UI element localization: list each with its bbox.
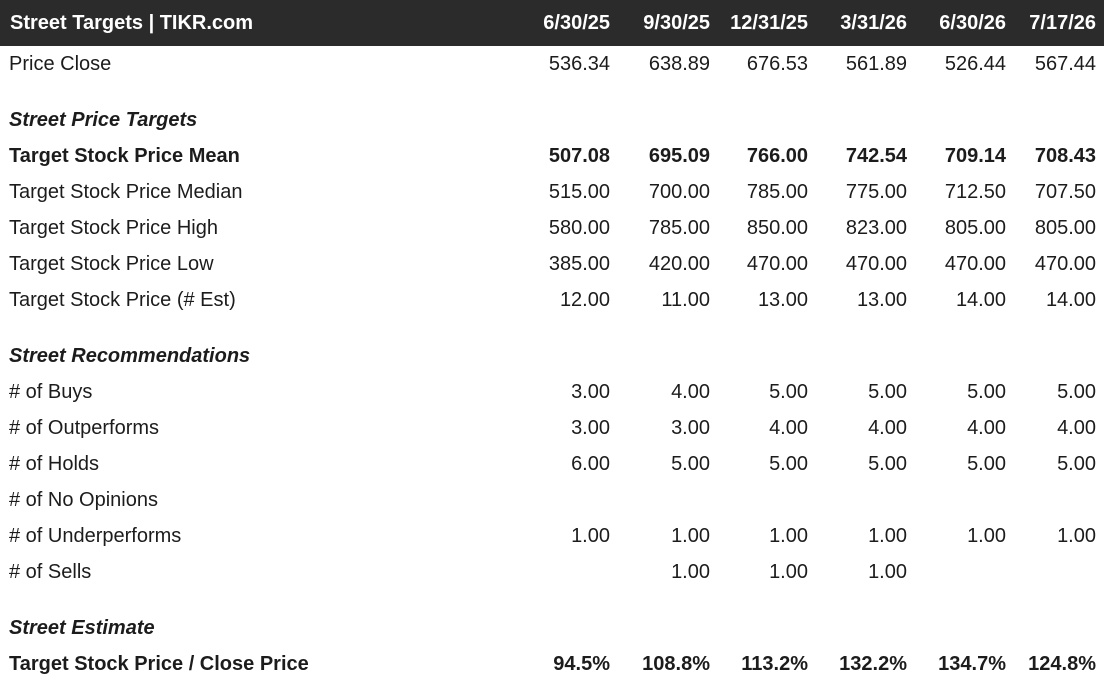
- table-cell: 1.00: [868, 525, 907, 547]
- table-cell: 5.00: [868, 381, 907, 403]
- table-cell: 6.00: [571, 453, 610, 475]
- row-target-median: [0, 174, 1104, 210]
- row-sells: [0, 554, 1104, 590]
- column-header: 7/17/26: [1029, 12, 1096, 34]
- table-cell: 638.89: [648, 53, 710, 75]
- table-cell: 526.44: [944, 53, 1006, 75]
- row-label: # of Holds: [9, 453, 100, 475]
- table-cell: 536.34: [548, 53, 610, 75]
- table-cell: 1.00: [868, 561, 907, 583]
- table-cell: 470.00: [746, 253, 808, 275]
- table-cell: 5.00: [1057, 381, 1096, 403]
- table-cell: 515.00: [548, 181, 610, 203]
- row-label: Target Stock Price High: [9, 217, 218, 239]
- row-spacer: [0, 82, 1104, 102]
- row-label: Target Stock Price Low: [9, 253, 214, 275]
- section-heading-recommendations: [0, 338, 1104, 374]
- section-heading-price-targets: [0, 102, 1104, 138]
- table-cell: 108.8%: [642, 653, 710, 675]
- table-cell: 580.00: [548, 217, 610, 239]
- table-cell: 470.00: [845, 253, 907, 275]
- table-cell: 94.5%: [553, 653, 610, 675]
- table-cell: 700.00: [648, 181, 710, 203]
- table-cell: 707.50: [1034, 181, 1096, 203]
- table-cell: 676.53: [746, 53, 808, 75]
- table-cell: 385.00: [548, 253, 610, 275]
- table-cell: 4.00: [1057, 417, 1096, 439]
- table-cell: 5.00: [671, 453, 710, 475]
- table-cell: 775.00: [845, 181, 907, 203]
- table-cell: 13.00: [757, 289, 808, 311]
- table-cell: 785.00: [648, 217, 710, 239]
- table-cell: 507.08: [548, 145, 610, 167]
- table-cell: 708.43: [1034, 145, 1096, 167]
- table-cell: 567.44: [1034, 53, 1096, 75]
- table-cell: 470.00: [944, 253, 1006, 275]
- row-target-est: [0, 282, 1104, 318]
- table-cell: 805.00: [944, 217, 1006, 239]
- table-cell: 4.00: [868, 417, 907, 439]
- column-header: 9/30/25: [643, 12, 710, 34]
- row-target-low: [0, 246, 1104, 282]
- table-cell: 3.00: [571, 381, 610, 403]
- table-cell: 470.00: [1034, 253, 1096, 275]
- row-label: Price Close: [9, 53, 112, 75]
- table-cell: 850.00: [746, 217, 808, 239]
- row-label: # of Outperforms: [9, 417, 160, 439]
- table-cell: 785.00: [746, 181, 808, 203]
- table-cell: 5.00: [769, 381, 808, 403]
- table-cell: 823.00: [845, 217, 907, 239]
- row-holds: [0, 446, 1104, 482]
- table-cell: 14.00: [1045, 289, 1096, 311]
- section-heading-estimate: [0, 610, 1104, 646]
- table-cell: 14.00: [955, 289, 1006, 311]
- row-target-mean: [0, 138, 1104, 174]
- table-cell: 12.00: [559, 289, 610, 311]
- table-cell: 5.00: [769, 453, 808, 475]
- table-cell: 1.00: [671, 525, 710, 547]
- table-cell: 4.00: [671, 381, 710, 403]
- table-cell: 124.8%: [1028, 653, 1096, 675]
- table-cell: 132.2%: [839, 653, 907, 675]
- column-header: 6/30/25: [543, 12, 610, 34]
- table-cell: 561.89: [845, 53, 907, 75]
- row-price-close: [0, 46, 1104, 82]
- table-cell: 11.00: [661, 289, 710, 311]
- table-cell: 695.09: [648, 145, 710, 167]
- row-target-high: [0, 210, 1104, 246]
- table-title: Street Targets | TIKR.com: [10, 12, 254, 34]
- row-spacer: [0, 318, 1104, 338]
- row-outperforms: [0, 410, 1104, 446]
- column-header: 6/30/26: [939, 12, 1006, 34]
- table-cell: 134.7%: [938, 653, 1006, 675]
- table-cell: 5.00: [967, 381, 1006, 403]
- row-label: Target Stock Price (# Est): [9, 289, 236, 311]
- row-no-opinions: [0, 482, 1104, 518]
- table-cell: 5.00: [967, 453, 1006, 475]
- table-cell: 113.2%: [741, 653, 808, 675]
- row-label: # of Underperforms: [9, 525, 182, 547]
- row-label: # of Sells: [9, 561, 92, 583]
- table-cell: 5.00: [868, 453, 907, 475]
- row-target-close-ratio: [0, 646, 1104, 682]
- table-cell: 1.00: [571, 525, 610, 547]
- table-cell: 3.00: [671, 417, 710, 439]
- table-cell: 1.00: [769, 561, 808, 583]
- table-cell: 3.00: [571, 417, 610, 439]
- row-label: Target Stock Price Median: [9, 181, 243, 203]
- table-cell: 742.54: [845, 145, 907, 167]
- table-cell: 4.00: [769, 417, 808, 439]
- table-cell: 766.00: [746, 145, 808, 167]
- column-header: 3/31/26: [840, 12, 907, 34]
- row-spacer: [0, 590, 1104, 610]
- table-header: [0, 0, 1104, 46]
- row-label: Target Stock Price Mean: [9, 145, 240, 167]
- section-title: Street Price Targets: [9, 109, 198, 131]
- row-label: Target Stock Price / Close Price: [9, 653, 309, 675]
- table-cell: 420.00: [648, 253, 710, 275]
- section-title: Street Estimate: [9, 617, 155, 639]
- table-cell: 1.00: [967, 525, 1006, 547]
- table-cell: 805.00: [1034, 217, 1096, 239]
- table-cell: 1.00: [1057, 525, 1096, 547]
- table-cell: 712.50: [944, 181, 1006, 203]
- table-cell: 1.00: [671, 561, 710, 583]
- table-cell: 709.14: [944, 145, 1006, 167]
- column-header: 12/31/25: [730, 12, 808, 34]
- table-cell: 1.00: [769, 525, 808, 547]
- table-cell: 13.00: [856, 289, 907, 311]
- row-label: # of No Opinions: [9, 489, 158, 511]
- row-label: # of Buys: [9, 381, 93, 403]
- table-cell: 5.00: [1057, 453, 1096, 475]
- row-underperforms: [0, 518, 1104, 554]
- section-title: Street Recommendations: [9, 345, 251, 367]
- table-cell: 4.00: [967, 417, 1006, 439]
- row-buys: [0, 374, 1104, 410]
